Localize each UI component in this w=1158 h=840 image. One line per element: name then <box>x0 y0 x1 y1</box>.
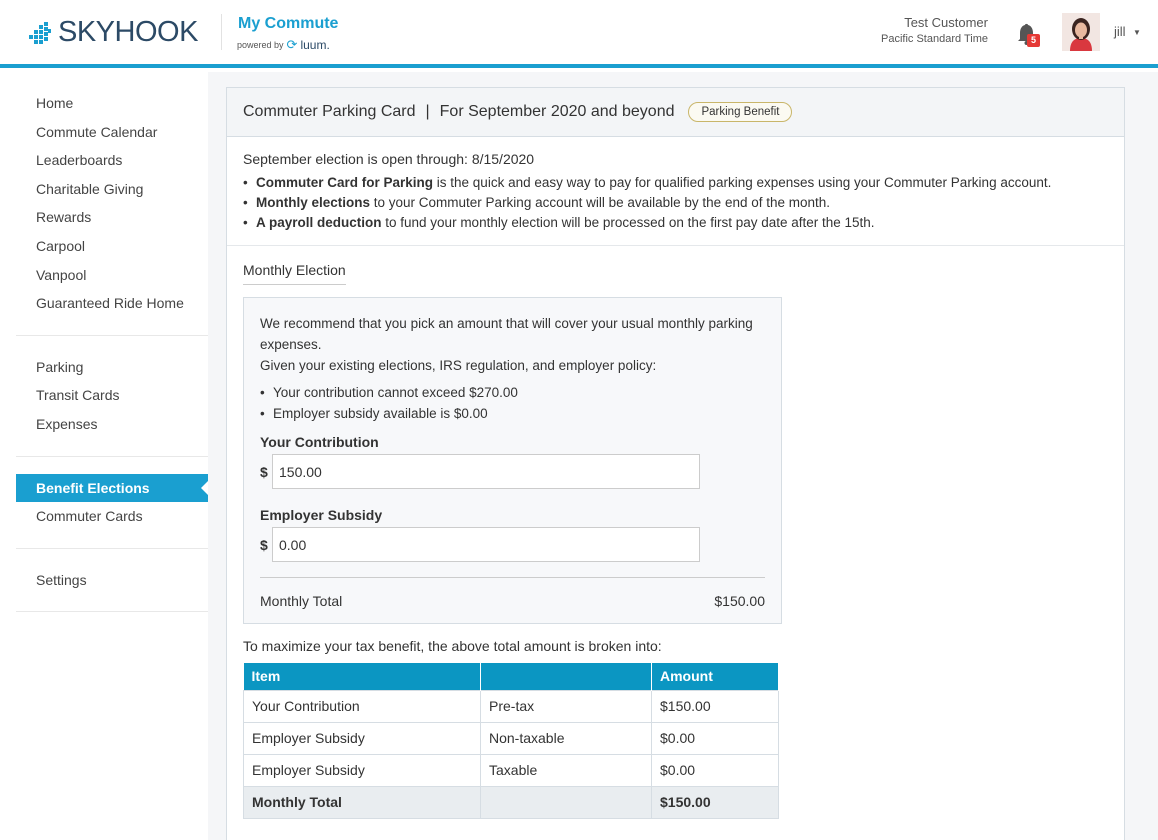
total-label: Monthly Total <box>260 593 343 609</box>
chevron-down-icon[interactable]: ▼ <box>1133 28 1141 37</box>
benefit-card <box>226 87 1125 840</box>
title-separator: | <box>425 103 430 120</box>
table-cell: $150.00 <box>652 786 779 818</box>
table-cell: Non-taxable <box>481 722 652 754</box>
card-subtitle: For September 2020 and beyond <box>439 103 675 120</box>
sidebar-item-charitable-giving[interactable]: Charitable Giving <box>36 180 144 197</box>
table-cell: Employer Subsidy <box>244 754 481 786</box>
list-item: • Monthly elections to your Commuter Parking account will be available by the end of the month. <box>243 193 1108 213</box>
sidebar-item-commuter-cards[interactable]: Commuter Cards <box>36 508 143 525</box>
sidebar-item-transit-cards[interactable]: Transit Cards <box>36 387 120 404</box>
total-value: $150.00 <box>714 593 765 609</box>
sidebar <box>0 72 208 840</box>
notification-badge: 5 <box>1027 34 1040 47</box>
column-header-type <box>481 663 652 690</box>
contribution-row <box>260 454 765 489</box>
powered-by <box>237 37 330 53</box>
sidebar-item-carpool[interactable]: Carpool <box>36 237 86 254</box>
monthly-total-row <box>260 577 765 609</box>
table-cell: $0.00 <box>652 754 779 786</box>
skyhook-logo-mark-icon <box>28 21 52 45</box>
nav-group-parking <box>16 336 208 457</box>
avatar[interactable] <box>1062 13 1100 51</box>
table-cell: Employer Subsidy <box>244 722 481 754</box>
table-cell: Pre-tax <box>481 690 652 722</box>
contribution-input[interactable]: 150.00 <box>272 454 700 489</box>
currency-symbol: $ <box>260 463 268 480</box>
user-name: Test Customer <box>904 15 988 30</box>
skyhook-logo[interactable] <box>28 16 198 49</box>
sidebar-item-benefit-elections[interactable]: Benefit Elections <box>16 474 208 503</box>
sidebar-item-settings[interactable]: Settings <box>36 571 87 588</box>
intro-bullets <box>243 173 1108 233</box>
sidebar-item-vanpool[interactable]: Vanpool <box>36 266 87 283</box>
sidebar-item-leaderboards[interactable]: Leaderboards <box>36 152 123 169</box>
sidebar-item-parking[interactable]: Parking <box>36 358 84 375</box>
table-row <box>244 754 779 786</box>
main-content <box>208 72 1158 840</box>
currency-symbol: $ <box>260 536 268 553</box>
luum-logo-icon: ⟳ <box>286 37 298 52</box>
breakdown-table <box>243 663 779 819</box>
table-row <box>244 690 779 722</box>
table-cell: Your Contribution <box>244 690 481 722</box>
list-item: • A payroll deduction to fund your monthly election will be processed on the first pay date after the 15th. <box>243 213 1108 233</box>
column-header-amount: Amount <box>652 663 779 690</box>
list-item: • Your contribution cannot exceed $270.00 <box>260 382 765 403</box>
partner-name: luum. <box>300 38 330 52</box>
list-item: • Commuter Card for Parking is the quick and easy way to pay for qualified parking expenses using your Commuter Parking account. <box>243 173 1108 193</box>
table-total-row <box>244 786 779 818</box>
limits-list <box>260 382 765 424</box>
user-menu-label[interactable]: jill <box>1114 24 1126 39</box>
table-row <box>244 722 779 754</box>
subsidy-row <box>260 527 765 562</box>
user-timezone: Pacific Standard Time <box>881 33 988 45</box>
table-cell <box>481 786 652 818</box>
subsidy-input[interactable]: 0.00 <box>272 527 700 562</box>
sidebar-item-commute-calendar[interactable]: Commute Calendar <box>36 123 158 140</box>
sidebar-item-expenses[interactable]: Expenses <box>36 415 98 432</box>
parking-benefit-badge: Parking Benefit <box>688 102 792 122</box>
app-title[interactable]: My Commute <box>238 15 339 32</box>
intro-section <box>227 137 1124 246</box>
header-divider <box>221 14 222 50</box>
card-header <box>227 88 1124 137</box>
subsidy-label: Employer Subsidy <box>260 507 383 523</box>
powered-by-label: powered by <box>237 40 284 50</box>
policy-text: Given your existing elections, IRS regulation, and employer policy: <box>260 358 657 373</box>
table-cell: $0.00 <box>652 722 779 754</box>
column-header-item: Item <box>244 663 481 690</box>
table-cell: $150.00 <box>652 690 779 722</box>
sidebar-item-rewards[interactable]: Rewards <box>36 209 92 226</box>
section-title: Monthly Election <box>243 262 346 285</box>
top-header <box>0 0 1158 68</box>
brand-name: SKYHOOK <box>58 16 198 48</box>
list-item: • Employer subsidy available is $0.00 <box>260 403 765 424</box>
breakdown-title: To maximize your tax benefit, the above total amount is broken into: <box>243 638 662 654</box>
contribution-label: Your Contribution <box>260 434 379 450</box>
nav-group-main <box>16 72 208 336</box>
nav-group-benefits <box>16 457 208 549</box>
table-cell: Monthly Total <box>244 786 481 818</box>
table-cell: Taxable <box>481 754 652 786</box>
table-header-row <box>244 663 779 690</box>
nav-group-settings <box>16 549 208 613</box>
avatar-image <box>1062 13 1100 51</box>
card-title: Commuter Parking Card <box>243 103 416 120</box>
sidebar-item-guaranteed-ride-home[interactable]: Guaranteed Ride Home <box>36 295 184 312</box>
recommend-text: We recommend that you pick an amount that will cover your usual monthly parking expenses. <box>260 316 753 352</box>
monthly-election-section <box>227 246 1124 835</box>
election-open-text: September election is open through: 8/15/2020 <box>243 151 535 167</box>
sidebar-item-home[interactable]: Home <box>36 95 74 111</box>
election-box <box>243 297 782 624</box>
